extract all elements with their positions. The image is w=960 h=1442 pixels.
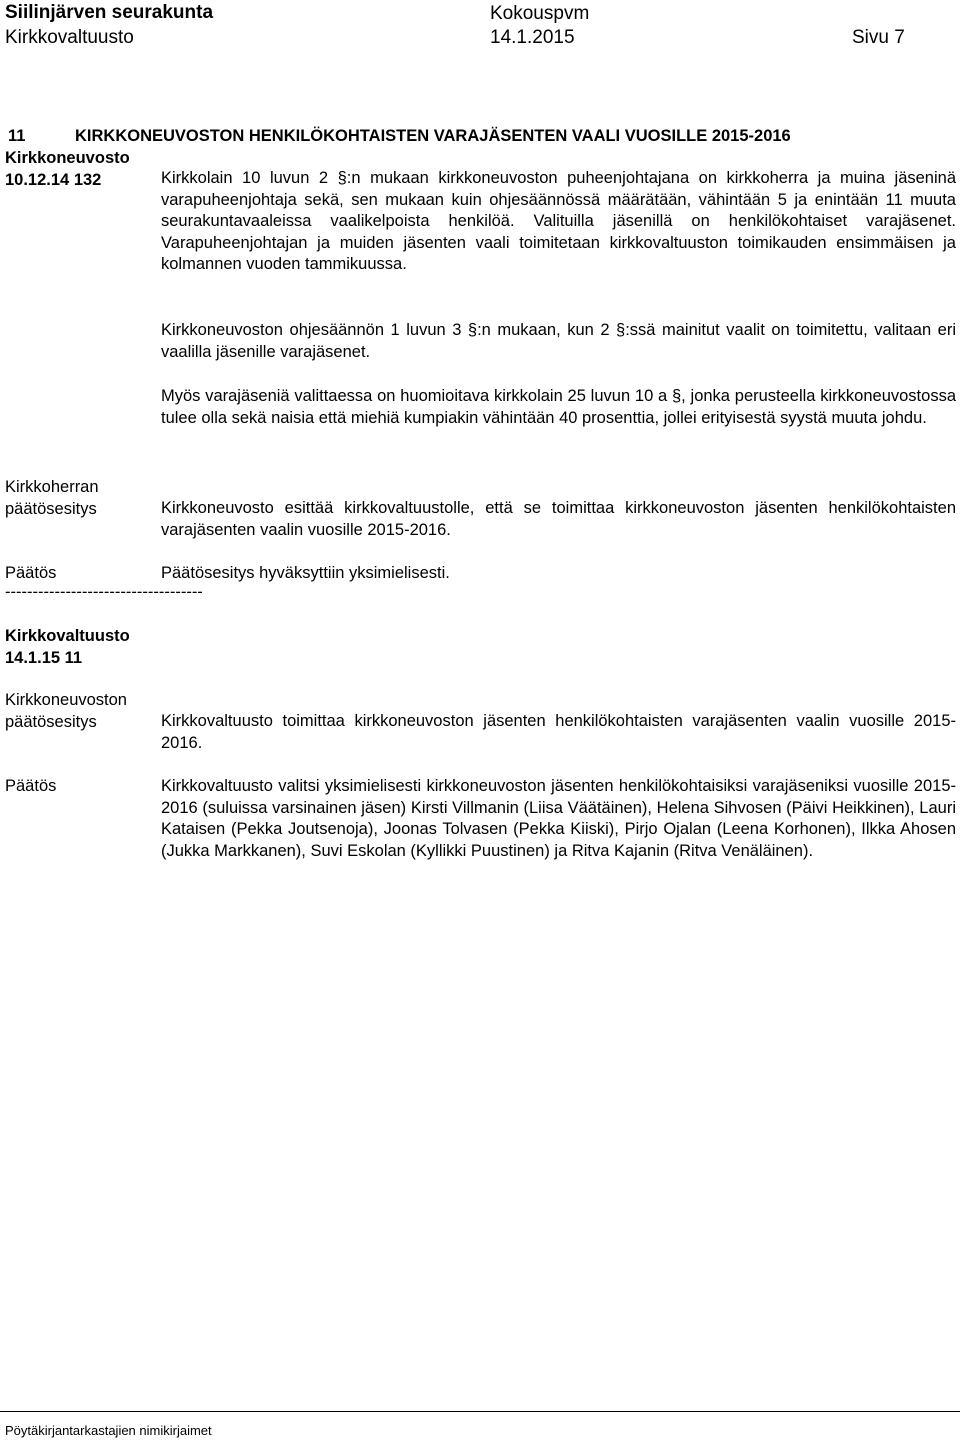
kv-proposal-label-line2: päätösesitys [5, 712, 97, 731]
organization-name: Siilinjärven seurakunta [5, 2, 214, 23]
page-number: Sivu 7 [852, 27, 905, 48]
kn-proposal-text: Kirkkoneuvosto esittää kirkkovaltuustolle, että se toimittaa kirkkoneuvoston jäsenten henkilökohtaisten varajäsenten vaalin vuosille 2015-2016. [161, 499, 956, 539]
meeting-body-name: Kirkkovaltuusto [5, 27, 134, 48]
kv-decision-label: Päätös [5, 777, 57, 795]
section-number: 11 [8, 127, 26, 145]
kv-ref-number: 11 [64, 648, 83, 667]
kn-paragraph-2: Kirkkoneuvoston ohjesäännön 1 luvun 3 §:n mukaan, kun 2 §:ssä mainitut vaalit on toimitettu, valitaan eri vaalilla jäsenille varajäsenet. [161, 321, 956, 361]
kv-decision-text: Kirkkovaltuusto valitsi yksimielisesti kirkkoneuvoston jäsenten henkilökohtaisiksi varajäseniksi vuosille 2015-2016 (suluissa varsinainen jäsen) Kirsti Villmanin (Liisa Väätäinen), Helena Sihvosen (Päivi Heikkinen), Lauri Kataisen (Pekka Joutsenoja), Joonas Tolvasen (Pekka Kiiski), Pirjo Ojalan (Leena Korhonen), Ilkka Ahosen (Jukka Markkanen), Suvi Eskolan (Kyllikki Puustinen) ja Ritva Kajanin (Ritva Venäläinen). [161, 777, 956, 860]
kn-decision-text: Päätösesitys hyväksyttiin yksimielisesti. [161, 564, 450, 582]
footer-rule [0, 1411, 960, 1412]
kn-proposal-label-line1: Kirkkoherran [5, 478, 99, 496]
kv-proposal-label [5, 690, 155, 733]
kn-body-label: Kirkkoneuvosto [5, 149, 130, 167]
kv-date: 14.1.15 [5, 648, 61, 667]
kn-proposal-label-line2: päätösesitys [5, 499, 97, 518]
kv-meeting-ref [5, 626, 155, 669]
kn-decision-label: Päätös [5, 564, 57, 582]
section-title: KIRKKONEUVOSTON HENKILÖKOHTAISTEN VARAJÄSENTEN VAALI VUOSILLE 2015-2016 [75, 127, 791, 145]
kn-ref-number: 132 [73, 170, 102, 189]
kv-body-label: Kirkkovaltuusto [5, 627, 130, 645]
kn-meeting-ref [5, 148, 155, 191]
kn-paragraph-1: Kirkkolain 10 luvun 2 §:n mukaan kirkkoneuvoston puheenjohtajana on kirkkoherra ja muina jäseninä varapuheenjohtaja sekä, sen mukaan kuin ohjesäännössä määrätään, vähintään 5 ja enintään 11 muuta seurakuntavaaleissa vaalikelpoista henkilöä. Valituilla jäsenillä on henkilökohtaiset varajäsenet. Varapuheenjohtajan ja muiden jäsenten vaali toimitetaan kirkkovaltuuston toimikauden ensimmäisen ja kolmannen vuoden tammikuussa. [161, 169, 956, 273]
meeting-date: 14.1.2015 [490, 27, 575, 48]
kn-proposal-label [5, 477, 155, 520]
footer-signatures-label: Pöytäkirjantarkastajien nimikirjaimet [5, 1423, 212, 1438]
kv-proposal-label-line1: Kirkkoneuvoston [5, 691, 127, 709]
meeting-date-label: Kokouspvm [490, 3, 590, 24]
kn-paragraph-3: Myös varajäseniä valittaessa on huomioitava kirkkolain 25 luvun 10 a §, jonka perusteella kirkkoneuvostossa tulee olla sekä naisia että miehiä kumpiakin vähintään 40 prosenttia, jollei erityisestä syystä muuta johdu. [161, 387, 956, 427]
kn-date: 10.12.14 [5, 170, 70, 189]
separator-line: ------------------------------------ [5, 583, 203, 601]
kv-proposal-text: Kirkkovaltuusto toimittaa kirkkoneuvoston jäsenten henkilökohtaisten varajäsenten vaalin vuosille 2015-2016. [161, 712, 956, 752]
